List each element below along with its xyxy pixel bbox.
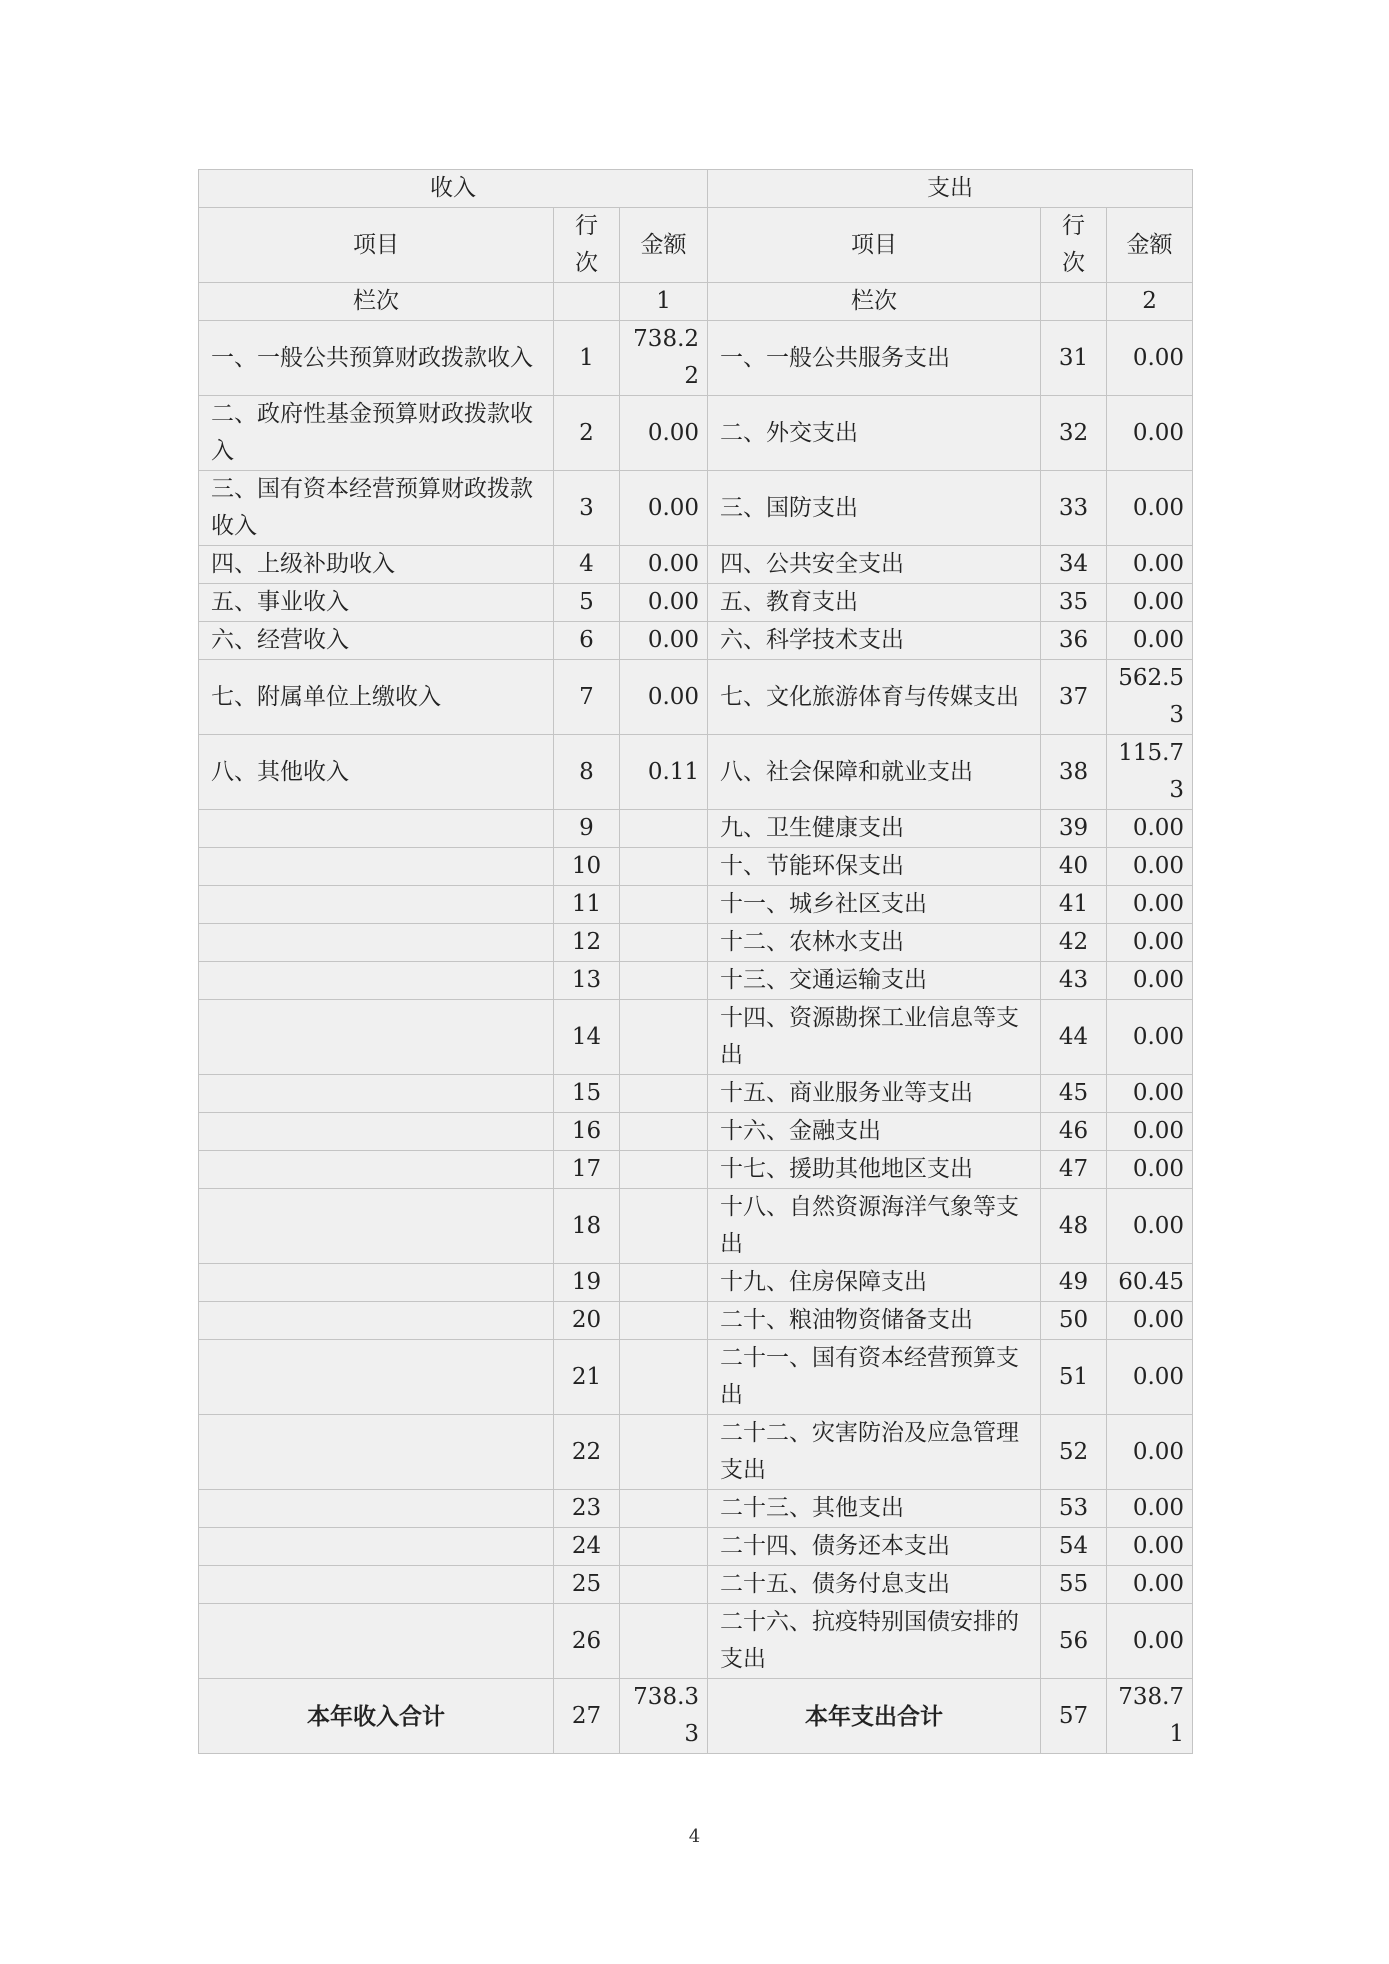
income-line-cell: 9: [554, 810, 620, 848]
income-line-blank: [554, 283, 620, 321]
income-section-header: 收入: [199, 170, 708, 208]
income-line-cell: 10: [554, 848, 620, 886]
expense-amount-cell: 0.00: [1107, 1189, 1193, 1264]
income-amount-cell: 738.22: [620, 321, 708, 396]
income-item-cell: [199, 1415, 554, 1490]
expense-line-cell: 43: [1041, 962, 1107, 1000]
income-item-cell: 六、经营收入: [199, 622, 554, 660]
expense-line-cell: 39: [1041, 810, 1107, 848]
expense-amount-cell: 0.00: [1107, 1490, 1193, 1528]
table-row: [199, 1490, 1193, 1528]
page-number: 4: [688, 1826, 701, 1847]
income-amount-cell: [620, 1340, 708, 1415]
expense-line-cell: 52: [1041, 1415, 1107, 1490]
income-line-cell: 23: [554, 1490, 620, 1528]
income-amount-cell: [620, 886, 708, 924]
expense-line-cell: 33: [1041, 471, 1107, 546]
income-line-cell: 6: [554, 622, 620, 660]
expense-amount-cell: 115.73: [1107, 735, 1193, 810]
income-amount-cell: 0.00: [620, 584, 708, 622]
expense-amount-header: 金额: [1107, 208, 1193, 283]
expense-amount-cell: 0.00: [1107, 1000, 1193, 1075]
expense-amount-cell: 0.00: [1107, 924, 1193, 962]
table-row: [199, 546, 1193, 584]
expense-line-cell: 46: [1041, 1113, 1107, 1151]
income-line-cell: 24: [554, 1528, 620, 1566]
table-row: [199, 1566, 1193, 1604]
table-row: [199, 1340, 1193, 1415]
income-amount-cell: [620, 1075, 708, 1113]
income-amount-cell: [620, 1113, 708, 1151]
expense-amount-cell: 0.00: [1107, 1528, 1193, 1566]
expense-item-cell: 十四、资源勘探工业信息等支出: [708, 1000, 1041, 1075]
expense-amount-cell: 0.00: [1107, 886, 1193, 924]
table-row: [199, 1264, 1193, 1302]
income-amount-cell: [620, 810, 708, 848]
income-item-cell: 八、其他收入: [199, 735, 554, 810]
expense-amount-cell: 0.00: [1107, 962, 1193, 1000]
expense-amount-cell: 0.00: [1107, 1566, 1193, 1604]
expense-amount-cell: 0.00: [1107, 622, 1193, 660]
expense-item-cell: 二、外交支出: [708, 396, 1041, 471]
table-row: [199, 924, 1193, 962]
income-amount-cell: 0.00: [620, 396, 708, 471]
expense-amount-cell: 562.53: [1107, 660, 1193, 735]
income-item-cell: 七、附属单位上缴收入: [199, 660, 554, 735]
expense-item-cell: 十、节能环保支出: [708, 848, 1041, 886]
income-item-cell: [199, 1189, 554, 1264]
table-row: [199, 622, 1193, 660]
income-line-header: 行次: [554, 208, 620, 283]
expense-item-cell: 二十、粮油物资储备支出: [708, 1302, 1041, 1340]
expense-amount-cell: 0.00: [1107, 1604, 1193, 1679]
expense-item-cell: 十一、城乡社区支出: [708, 886, 1041, 924]
expense-item-cell: 十九、住房保障支出: [708, 1264, 1041, 1302]
expense-total-line: 57: [1041, 1679, 1107, 1754]
income-item-cell: 一、一般公共预算财政拨款收入: [199, 321, 554, 396]
expense-item-cell: 十八、自然资源海洋气象等支出: [708, 1189, 1041, 1264]
income-amount-cell: [620, 1415, 708, 1490]
table-row: [199, 396, 1193, 471]
expense-item-cell: 二十一、国有资本经营预算支出: [708, 1340, 1041, 1415]
expense-line-cell: 49: [1041, 1264, 1107, 1302]
expense-item-cell: 十七、援助其他地区支出: [708, 1151, 1041, 1189]
income-line-cell: 3: [554, 471, 620, 546]
expense-section-header: 支出: [708, 170, 1193, 208]
expense-amount-cell: 0.00: [1107, 584, 1193, 622]
income-line-cell: 13: [554, 962, 620, 1000]
expense-item-cell: 五、教育支出: [708, 584, 1041, 622]
expense-item-cell: 二十三、其他支出: [708, 1490, 1041, 1528]
income-item-cell: [199, 1302, 554, 1340]
income-line-cell: 19: [554, 1264, 620, 1302]
income-item-cell: 四、上级补助收入: [199, 546, 554, 584]
expense-amount-cell: 0.00: [1107, 1415, 1193, 1490]
income-item-cell: 五、事业收入: [199, 584, 554, 622]
expense-line-cell: 37: [1041, 660, 1107, 735]
expense-column-number: 2: [1107, 283, 1193, 321]
income-line-cell: 2: [554, 396, 620, 471]
income-line-cell: 4: [554, 546, 620, 584]
income-item-cell: [199, 924, 554, 962]
column-number-row: [199, 283, 1193, 321]
income-column-number: 1: [620, 283, 708, 321]
expense-line-cell: 36: [1041, 622, 1107, 660]
expense-line-cell: 31: [1041, 321, 1107, 396]
income-line-cell: 14: [554, 1000, 620, 1075]
income-column-label: 栏次: [199, 283, 554, 321]
income-item-cell: [199, 1490, 554, 1528]
expense-amount-cell: 0.00: [1107, 848, 1193, 886]
table-row: [199, 1000, 1193, 1075]
expense-total-label: 本年支出合计: [708, 1679, 1041, 1754]
income-amount-cell: 0.11: [620, 735, 708, 810]
column-header-row: [199, 208, 1193, 283]
expense-total-amount: 738.71: [1107, 1679, 1193, 1754]
income-item-cell: [199, 1113, 554, 1151]
expense-line-cell: 50: [1041, 1302, 1107, 1340]
table-row: [199, 321, 1193, 396]
income-item-cell: [199, 886, 554, 924]
expense-item-cell: 二十六、抗疫特别国债安排的支出: [708, 1604, 1041, 1679]
expense-amount-cell: 0.00: [1107, 1151, 1193, 1189]
income-expense-table: [198, 169, 1193, 1754]
income-line-cell: 15: [554, 1075, 620, 1113]
expense-line-cell: 48: [1041, 1189, 1107, 1264]
income-amount-cell: [620, 1302, 708, 1340]
income-line-cell: 26: [554, 1604, 620, 1679]
income-item-cell: [199, 1151, 554, 1189]
table-row: [199, 1415, 1193, 1490]
income-amount-cell: 0.00: [620, 660, 708, 735]
expense-item-cell: 四、公共安全支出: [708, 546, 1041, 584]
income-item-cell: 二、政府性基金预算财政拨款收入: [199, 396, 554, 471]
expense-line-cell: 56: [1041, 1604, 1107, 1679]
income-amount-cell: [620, 1189, 708, 1264]
expense-amount-cell: 0.00: [1107, 546, 1193, 584]
table-row: [199, 848, 1193, 886]
income-line-cell: 20: [554, 1302, 620, 1340]
expense-amount-cell: 0.00: [1107, 1302, 1193, 1340]
income-item-cell: 三、国有资本经营预算财政拨款收入: [199, 471, 554, 546]
table-row: [199, 471, 1193, 546]
expense-item-cell: 十六、金融支出: [708, 1113, 1041, 1151]
income-item-cell: [199, 1075, 554, 1113]
income-amount-cell: [620, 962, 708, 1000]
income-total-label: 本年收入合计: [199, 1679, 554, 1754]
expense-item-cell: 三、国防支出: [708, 471, 1041, 546]
expense-item-cell: 一、一般公共服务支出: [708, 321, 1041, 396]
expense-item-cell: 十三、交通运输支出: [708, 962, 1041, 1000]
income-item-header: 项目: [199, 208, 554, 283]
expense-line-cell: 54: [1041, 1528, 1107, 1566]
income-line-cell: 21: [554, 1340, 620, 1415]
expense-line-cell: 32: [1041, 396, 1107, 471]
expense-amount-cell: 0.00: [1107, 810, 1193, 848]
table-row: [199, 810, 1193, 848]
expense-line-cell: 38: [1041, 735, 1107, 810]
income-amount-cell: [620, 1566, 708, 1604]
income-total-amount: 738.33: [620, 1679, 708, 1754]
expense-amount-cell: 0.00: [1107, 1113, 1193, 1151]
income-line-cell: 7: [554, 660, 620, 735]
expense-line-cell: 53: [1041, 1490, 1107, 1528]
table-row: [199, 962, 1193, 1000]
expense-amount-cell: 0.00: [1107, 396, 1193, 471]
table-row: [199, 1604, 1193, 1679]
expense-line-cell: 51: [1041, 1340, 1107, 1415]
expense-item-header: 项目: [708, 208, 1041, 283]
income-line-cell: 12: [554, 924, 620, 962]
income-line-cell: 8: [554, 735, 620, 810]
income-item-cell: [199, 1000, 554, 1075]
expense-line-cell: 55: [1041, 1566, 1107, 1604]
income-amount-cell: [620, 1528, 708, 1566]
income-item-cell: [199, 1604, 554, 1679]
expense-item-cell: 六、科学技术支出: [708, 622, 1041, 660]
income-line-cell: 22: [554, 1415, 620, 1490]
expense-item-cell: 二十二、灾害防治及应急管理支出: [708, 1415, 1041, 1490]
income-amount-cell: [620, 1151, 708, 1189]
table-row: [199, 660, 1193, 735]
table-row: [199, 1189, 1193, 1264]
table-row: [199, 1113, 1193, 1151]
expense-line-blank: [1041, 283, 1107, 321]
expense-line-cell: 45: [1041, 1075, 1107, 1113]
income-item-cell: [199, 848, 554, 886]
expense-item-cell: 八、社会保障和就业支出: [708, 735, 1041, 810]
income-line-cell: 18: [554, 1189, 620, 1264]
income-amount-cell: 0.00: [620, 471, 708, 546]
table-row: [199, 1528, 1193, 1566]
income-line-cell: 16: [554, 1113, 620, 1151]
income-line-cell: 1: [554, 321, 620, 396]
income-amount-cell: 0.00: [620, 546, 708, 584]
income-line-cell: 17: [554, 1151, 620, 1189]
income-amount-header: 金额: [620, 208, 708, 283]
expense-item-cell: 二十四、债务还本支出: [708, 1528, 1041, 1566]
expense-line-cell: 41: [1041, 886, 1107, 924]
income-line-cell: 25: [554, 1566, 620, 1604]
expense-amount-cell: 60.45: [1107, 1264, 1193, 1302]
income-amount-cell: [620, 924, 708, 962]
income-amount-cell: [620, 1000, 708, 1075]
expense-amount-cell: 0.00: [1107, 1340, 1193, 1415]
expense-line-cell: 42: [1041, 924, 1107, 962]
expense-line-cell: 47: [1041, 1151, 1107, 1189]
income-item-cell: [199, 1264, 554, 1302]
income-item-cell: [199, 1528, 554, 1566]
income-item-cell: [199, 810, 554, 848]
expense-item-cell: 七、文化旅游体育与传媒支出: [708, 660, 1041, 735]
expense-line-cell: 44: [1041, 1000, 1107, 1075]
expense-item-cell: 十五、商业服务业等支出: [708, 1075, 1041, 1113]
income-amount-cell: [620, 1604, 708, 1679]
income-line-cell: 5: [554, 584, 620, 622]
income-amount-cell: [620, 848, 708, 886]
table-row: [199, 1151, 1193, 1189]
section-header-row: [199, 170, 1193, 208]
expense-line-header: 行次: [1041, 208, 1107, 283]
expense-amount-cell: 0.00: [1107, 471, 1193, 546]
income-amount-cell: [620, 1264, 708, 1302]
expense-column-label: 栏次: [708, 283, 1041, 321]
expense-amount-cell: 0.00: [1107, 1075, 1193, 1113]
expense-item-cell: 二十五、债务付息支出: [708, 1566, 1041, 1604]
table-row: [199, 735, 1193, 810]
table-row: [199, 1302, 1193, 1340]
table-row: [199, 584, 1193, 622]
income-amount-cell: 0.00: [620, 622, 708, 660]
table-row: [199, 886, 1193, 924]
income-item-cell: [199, 1566, 554, 1604]
income-item-cell: [199, 962, 554, 1000]
income-total-line: 27: [554, 1679, 620, 1754]
income-amount-cell: [620, 1490, 708, 1528]
expense-item-cell: 十二、农林水支出: [708, 924, 1041, 962]
expense-line-cell: 35: [1041, 584, 1107, 622]
income-item-cell: [199, 1340, 554, 1415]
expense-amount-cell: 0.00: [1107, 321, 1193, 396]
expense-line-cell: 34: [1041, 546, 1107, 584]
expense-item-cell: 九、卫生健康支出: [708, 810, 1041, 848]
table-row: [199, 1075, 1193, 1113]
expense-line-cell: 40: [1041, 848, 1107, 886]
income-line-cell: 11: [554, 886, 620, 924]
total-row: [199, 1679, 1193, 1754]
